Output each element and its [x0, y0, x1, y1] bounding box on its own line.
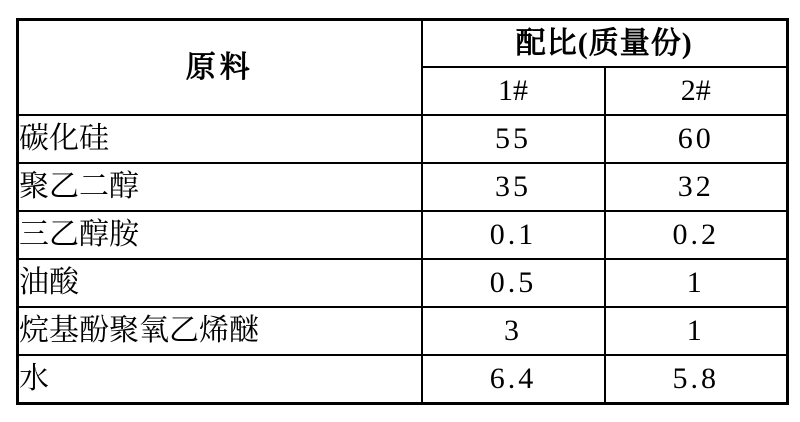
- sample-2-value: 0.2: [605, 211, 788, 259]
- material-name: 油酸: [18, 259, 422, 307]
- sample-2-value: 1: [605, 307, 788, 355]
- sample-1-value: 6.4: [422, 355, 605, 404]
- sample-2-header: 2#: [605, 67, 788, 115]
- material-name: 聚乙二醇: [18, 163, 422, 211]
- sample-2-value: 5.8: [605, 355, 788, 404]
- sample-2-value: 1: [605, 259, 788, 307]
- sample-1-header: 1#: [422, 67, 605, 115]
- sample-1-value: 55: [422, 115, 605, 163]
- ratio-group-header: 配比(质量份): [422, 20, 788, 68]
- table-row: [18, 115, 788, 163]
- sample-2-value: 32: [605, 163, 788, 211]
- table-row: [18, 307, 788, 355]
- material-name: 碳化硅: [18, 115, 422, 163]
- sample-1-value: 35: [422, 163, 605, 211]
- sample-1-value: 0.5: [422, 259, 605, 307]
- material-name: 水: [18, 355, 422, 404]
- table-row: [18, 163, 788, 211]
- material-column-header: 原料: [18, 20, 422, 116]
- materials-ratio-table: [16, 18, 789, 405]
- header-row-1: [18, 20, 788, 68]
- sample-1-value: 0.1: [422, 211, 605, 259]
- material-name: 三乙醇胺: [18, 211, 422, 259]
- table-row: [18, 211, 788, 259]
- table-row: [18, 259, 788, 307]
- sample-2-value: 60: [605, 115, 788, 163]
- material-name: 烷基酚聚氧乙烯醚: [18, 307, 422, 355]
- table-row: [18, 355, 788, 404]
- sample-1-value: 3: [422, 307, 605, 355]
